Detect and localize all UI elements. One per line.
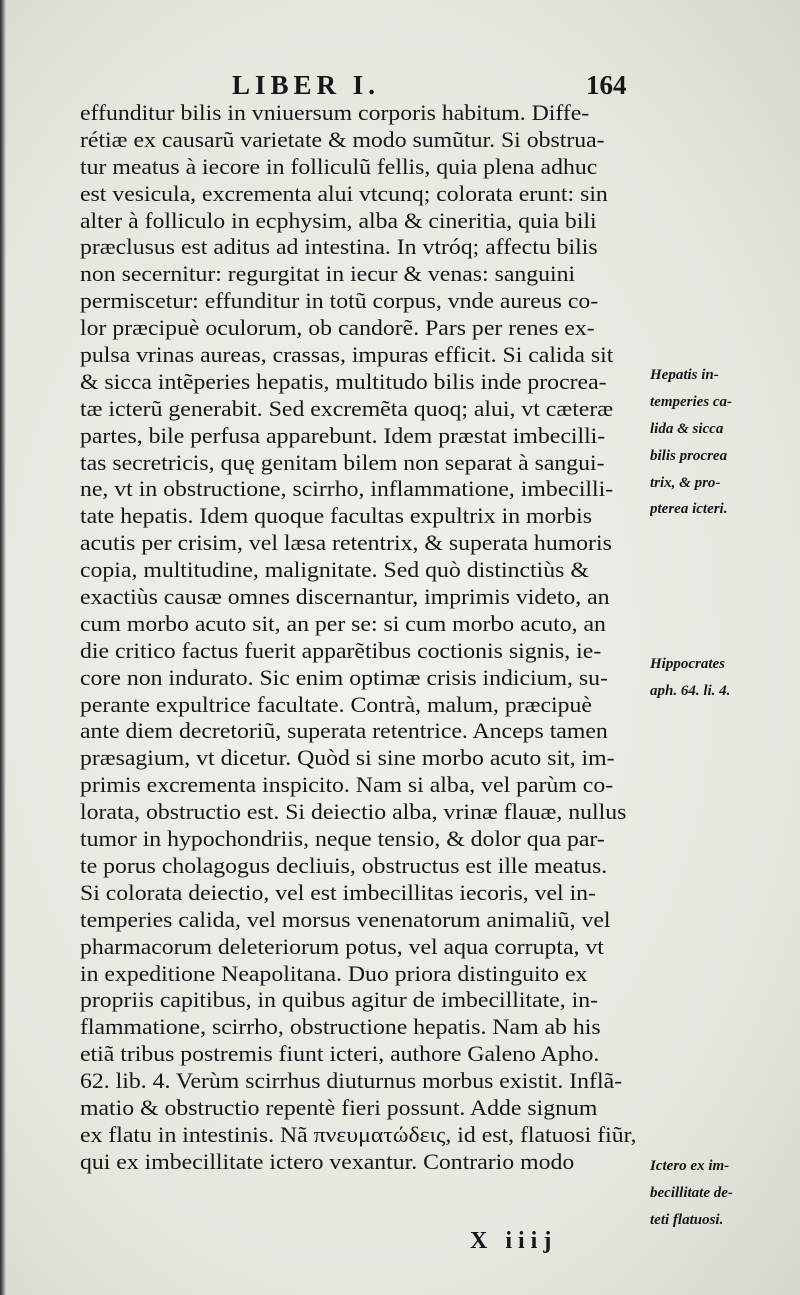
text-line: permiscetur: effunditur in totũ corpus, vnde aureus co- <box>80 288 599 314</box>
text-line: & sicca intẽperies hepatis, multitudo bilis inde procrea- <box>80 368 607 394</box>
text-line: præsagium, vt dicetur. Quòd si sine morbo acuto sit, im- <box>80 745 615 771</box>
text-line: perante expultrice facultate. Contrà, malum, præcipuè <box>80 691 592 717</box>
text-line: die critico factus fuerit apparẽtibus coctionis signis, ie- <box>80 637 602 663</box>
margin-note-line: teti flatuosi. <box>650 1211 724 1228</box>
margin-note-line: bilis procrea <box>650 447 728 464</box>
signature-mark: X iiij <box>470 1228 558 1254</box>
text-line: primis excrementa inspicito. Nam si alba, vel parùm co- <box>80 772 614 798</box>
text-line: te porus cholagogus decliuis, obstructus est ille meatus. <box>80 852 608 878</box>
text-line: partes, bile perfusa apparebunt. Idem præstat imbecilli- <box>80 422 606 448</box>
text-line: est vesicula, excrementa alui vtcunq; colorata erunt: sin <box>80 180 608 206</box>
text-line: matio & obstructio repentè fieri possunt. Adde signum <box>80 1094 598 1120</box>
margin-note-line: temperies ca- <box>650 393 733 410</box>
text-line: 62. lib. 4. Verùm scirrhus diuturnus morbus existit. Inflã- <box>80 1068 623 1094</box>
margin-note-line: trix, & pro- <box>650 474 721 491</box>
text-line: propriis capitibus, in quibus agitur de imbecillitate, in- <box>80 987 599 1013</box>
text-line: temperies calida, vel morsus venenatorum animaliũ, vel <box>80 906 611 932</box>
text-line: core non indurato. Sic enim optimæ crisis indicium, su- <box>80 664 608 690</box>
page-number: 164 <box>586 70 627 100</box>
text-line: etiã tribus postremis fiunt icteri, authore Galeno Apho. <box>80 1041 600 1067</box>
text-line: ante diem decretoriũ, superata retentrice. Anceps tamen <box>80 718 608 744</box>
margin-note-line: Hepatis in- <box>650 367 719 383</box>
text-line: in expeditione Neapolitana. Duo priora distinguito ex <box>80 960 588 986</box>
margin-note-line: Hippocrates <box>650 656 725 672</box>
text-line: pulsa vrinas aureas, crassas, impuras efficit. Si calida sit <box>80 342 614 368</box>
page-binding-edge <box>0 0 6 1295</box>
margin-note-hippocrates <box>650 651 800 705</box>
text-line: tas secretricis, quę genitam bilem non separat à sangui- <box>80 449 605 475</box>
text-line: tæ icterũ generabit. Sed excremẽta quoq; alui, vt cæteræ <box>80 395 614 421</box>
margin-note-line: becillitate de- <box>650 1184 733 1201</box>
text-line: non secernitur: regurgitat in iecur & venas: sanguini <box>80 261 576 287</box>
text-line: acutis per crisim, vel læsa retentrix, & superata humoris <box>80 530 612 556</box>
margin-note-line: lida & sicca <box>650 420 724 437</box>
text-line: alter à folliculo in ecphysim, alba & cineritia, quia bili <box>80 207 597 233</box>
text-line: rétiæ ex causarũ varietate & modo sumũtur. Si obstrua- <box>80 126 605 152</box>
text-line: tumor in hypochondriis, neque tensio, & dolor qua par- <box>80 826 605 852</box>
running-head <box>0 62 800 102</box>
text-line: ex flatu in intestinis. Nã πνευματώδεις, id est, flatuosi fiũr, <box>80 1121 637 1147</box>
text-line: flammatione, scirrho, obstructione hepatis. Nam ab his <box>80 1014 601 1040</box>
running-head-title: LIBER I. <box>232 70 381 100</box>
text-line: pharmacorum deleteriorum potus, vel aqua corrupta, vt <box>80 933 604 959</box>
margin-note-hepatis <box>650 362 800 523</box>
text-line: tate hepatis. Idem quoque facultas expultrix in morbis <box>80 503 593 529</box>
text-line: copia, multitudine, malignitate. Sed quò distinctiùs & <box>80 557 589 583</box>
body-text <box>80 100 648 1176</box>
margin-note-line: aph. 64. li. 4. <box>650 682 731 699</box>
text-line: exactiùs causæ omnes discernantur, imprimis videto, an <box>80 584 610 610</box>
text-line: cum morbo acuto sit, an per se: si cum morbo acuto, an <box>80 610 606 636</box>
text-line: præclusus est aditus ad intestina. In vtróq; affectu bilis <box>80 234 598 260</box>
margin-note-line: Ictero ex im- <box>650 1158 730 1174</box>
text-line: tur meatus à iecore in folliculũ fellis, quia plena adhuc <box>80 153 598 179</box>
text-line: lor præcipuè oculorum, ob candorẽ. Pars per renes ex- <box>80 315 595 341</box>
text-line: Si colorata deiectio, vel est imbecillitas iecoris, vel in- <box>80 879 596 905</box>
margin-note-line: pterea icteri. <box>650 501 728 518</box>
text-line: ne, vt in obstructione, scirrho, inflammatione, imbecilli- <box>80 476 614 502</box>
text-line: qui ex imbecillitate ictero vexantur. Contrario modo <box>80 1148 575 1174</box>
text-line: lorata, obstructio est. Si deiectio alba, vrinæ flauæ, nullus <box>80 799 627 825</box>
margin-note-ictero <box>650 1153 800 1234</box>
text-line: effunditur bilis in vniuersum corporis habitum. Diffe- <box>80 100 590 125</box>
